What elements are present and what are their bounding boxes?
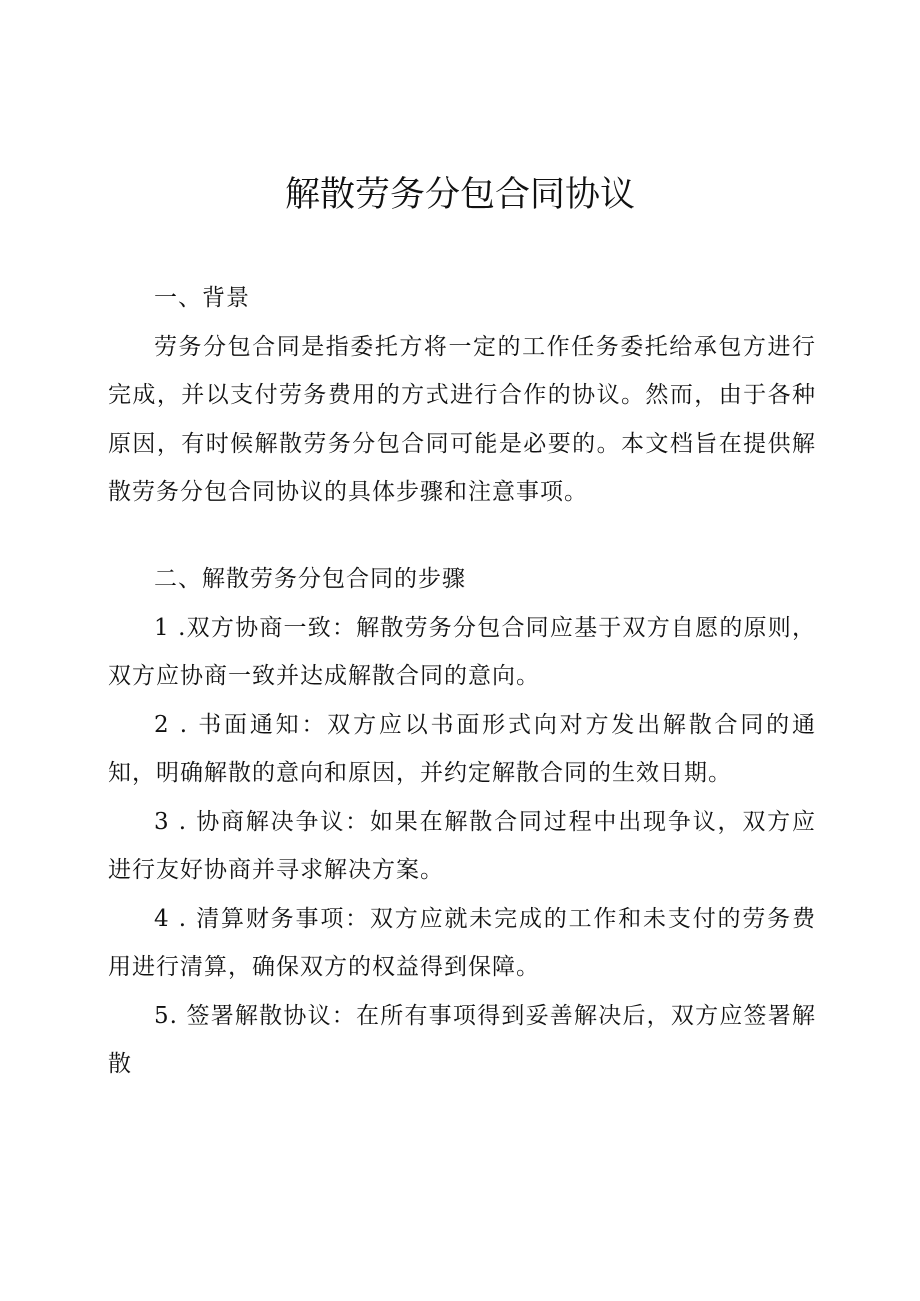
section-heading: 二、解散劳务分包合同的步骤 <box>154 566 466 592</box>
step-item: 1 .双方协商一致：解散劳务分包合同应基于双方自愿的原则，双方应协商一致并达成解散合同的意向。 <box>108 614 816 689</box>
step-item: 2 . 书面通知：双方应以书面形式向对方发出解散合同的通知，明确解散的意向和原因，并约定解散合同的生效日期。 <box>108 711 816 786</box>
document-title: 解散劳务分包合同协议 <box>284 175 635 215</box>
section-steps <box>108 555 816 1089</box>
section-heading: 一、背景 <box>154 285 250 311</box>
paragraph: 劳务分包合同是指委托方将一定的工作任务委托给承包方进行完成，并以支付劳务费用的方式进行合作的协议。然而，由于各种原因，有时候解散劳务分包合同可能是必要的。本文档旨在提供解散劳务分包合同协议的具体步骤和注意事项。 <box>108 333 816 505</box>
step-item: 3 . 协商解决争议：如果在解散合同过程中出现争议，双方应进行友好协商并寻求解决方案。 <box>108 808 816 883</box>
step-item: 5. 签署解散协议：在所有事项得到妥善解决后，双方应签署解散 <box>108 1002 816 1077</box>
section-background <box>108 274 816 517</box>
step-item: 4 . 清算财务事项：双方应就未完成的工作和未支付的劳务费用进行清算，确保双方的权益得到保障。 <box>108 905 816 980</box>
